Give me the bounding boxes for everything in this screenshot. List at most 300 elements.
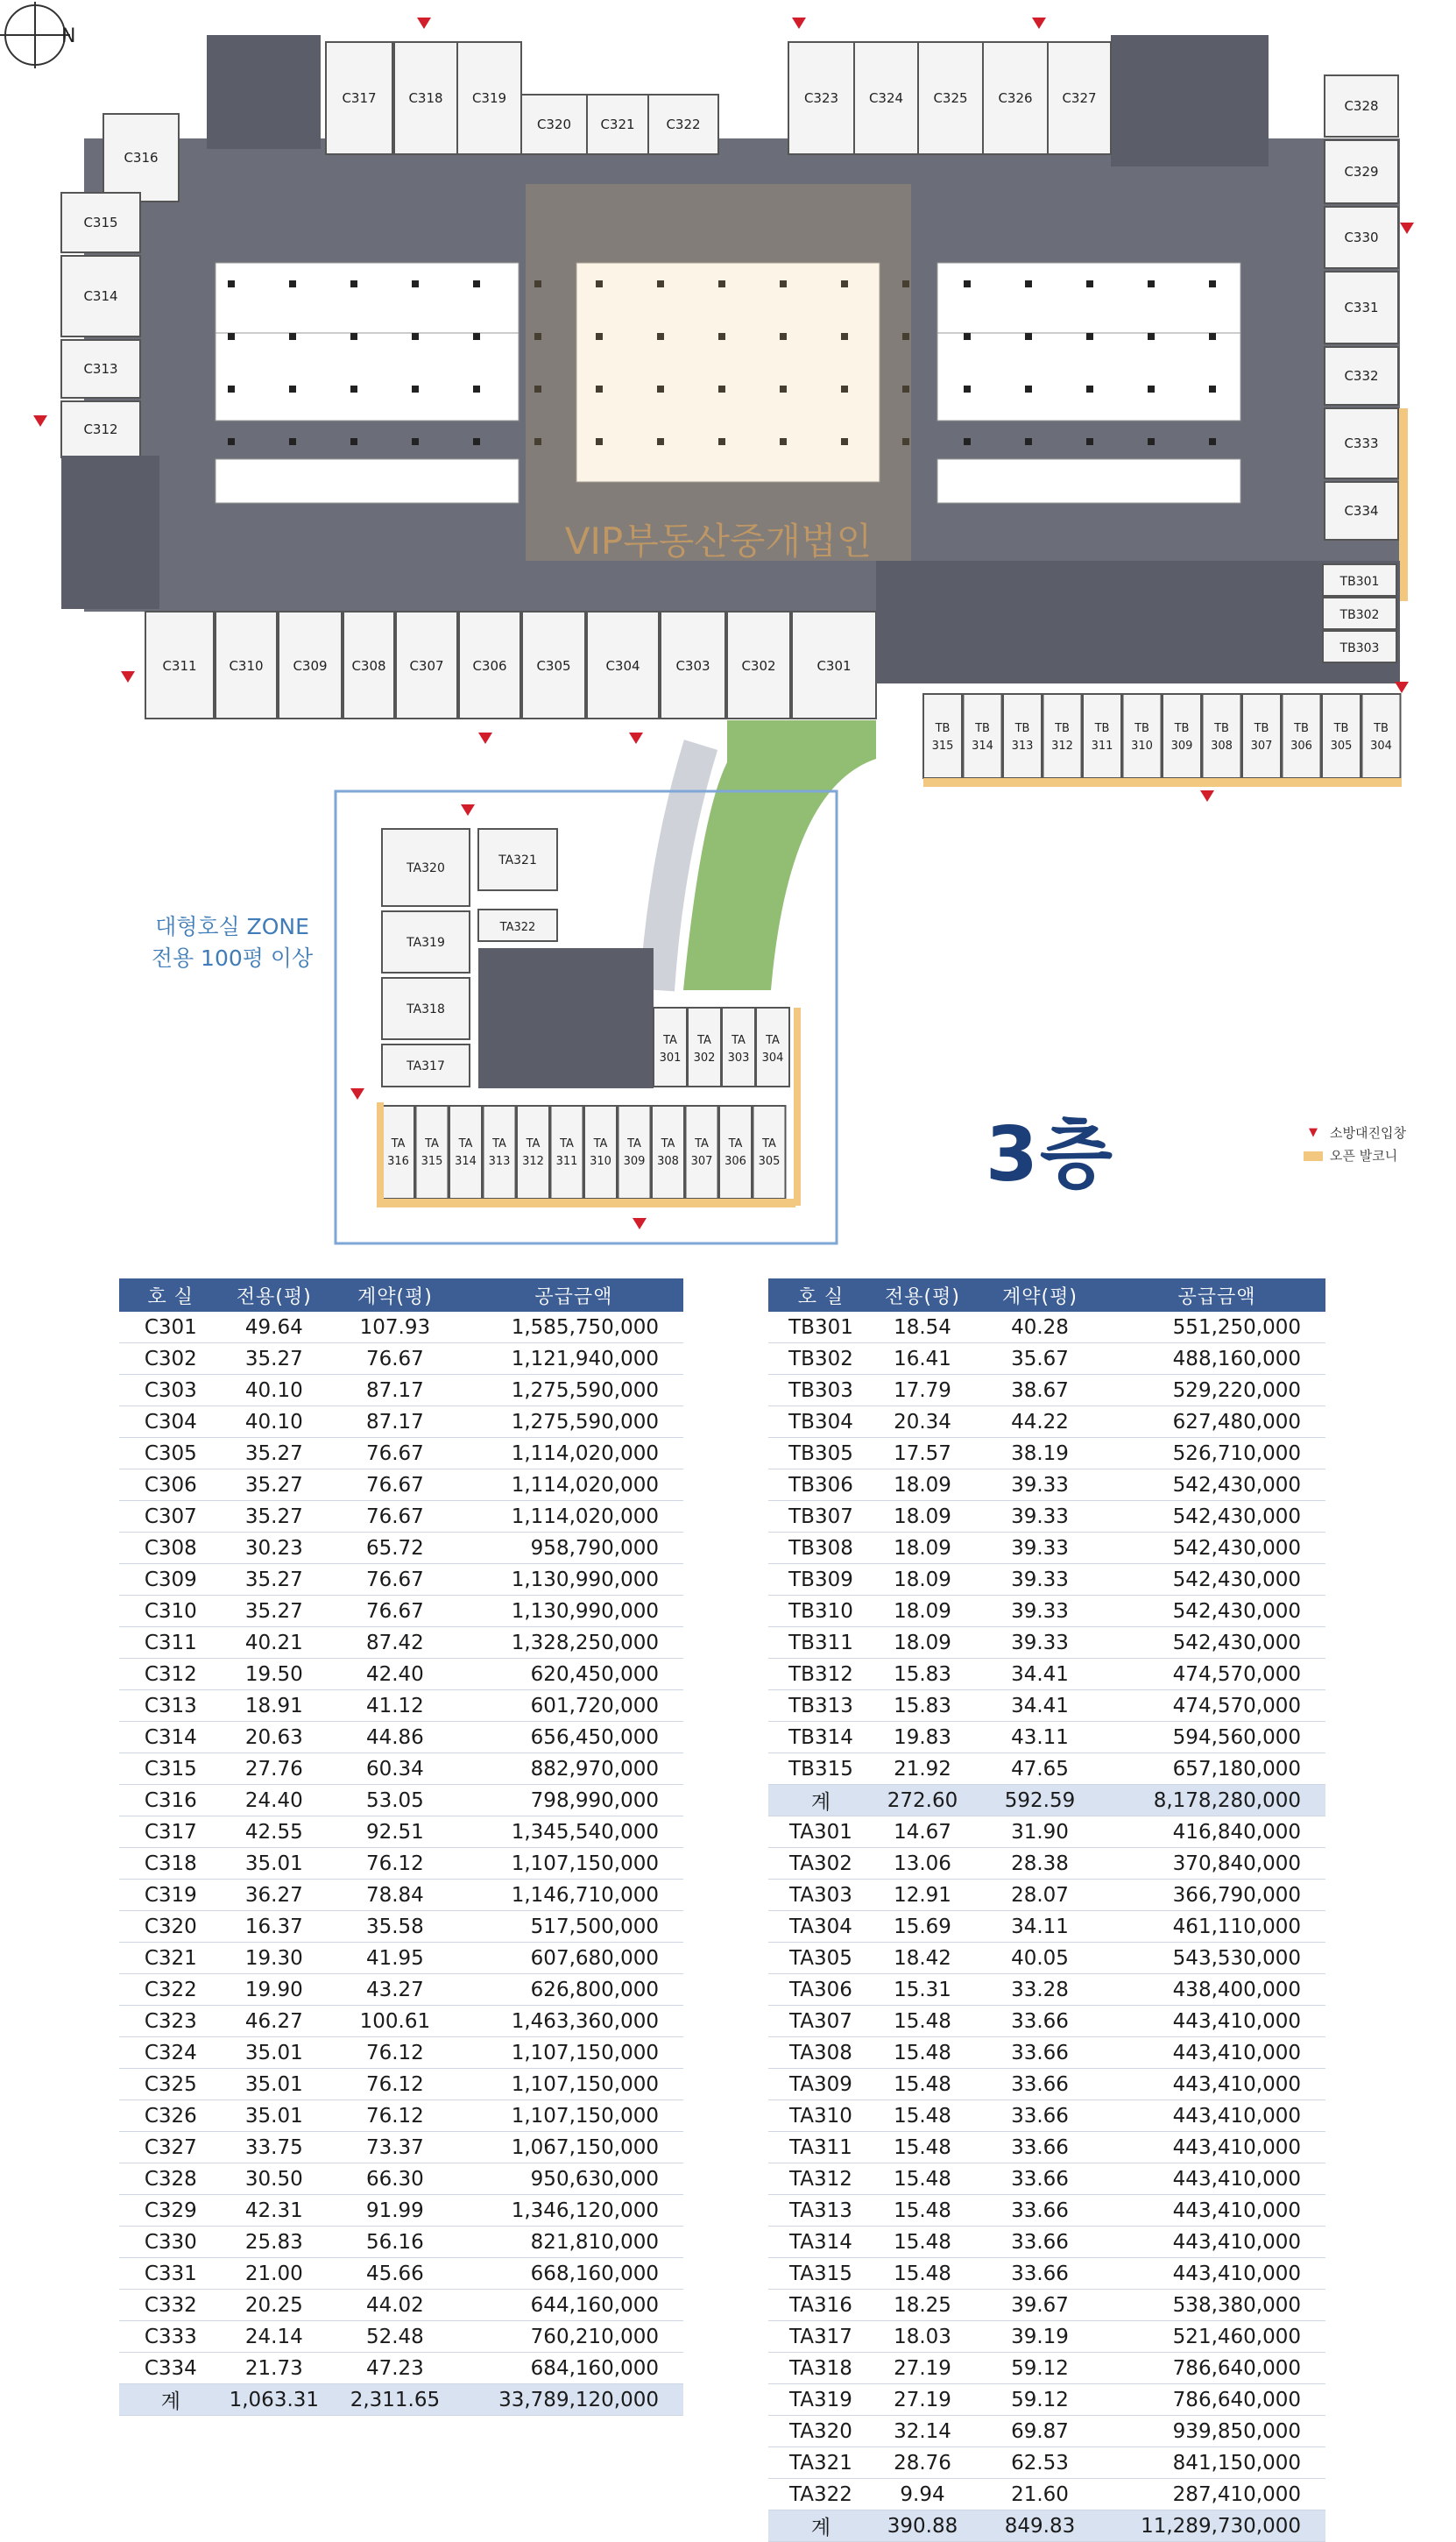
contract-area-cell: 107.93	[326, 1312, 464, 1343]
exclusive-area-cell: 19.90	[223, 1974, 326, 2006]
exclusive-area-cell: 27.76	[223, 1753, 326, 1785]
column	[1209, 280, 1216, 287]
unit-label: TA319	[406, 936, 445, 950]
room-cell: C305	[119, 1438, 223, 1469]
exclusive-area-cell: 18.09	[873, 1627, 972, 1659]
unit-tb314	[964, 694, 1002, 778]
exclusive-area-cell: 15.48	[873, 2163, 972, 2195]
unit-label: 304	[761, 1051, 784, 1065]
unit-label: 303	[727, 1051, 750, 1065]
table-row	[768, 1753, 1325, 1785]
exclusive-area-cell: 18.09	[873, 1596, 972, 1627]
unit-label: 311	[555, 1155, 578, 1168]
contract-area-cell: 41.12	[326, 1690, 464, 1722]
column	[1209, 438, 1216, 445]
unit-label: C324	[868, 90, 904, 106]
contract-area-cell: 47.65	[972, 1753, 1108, 1785]
column	[964, 280, 971, 287]
exclusive-area-cell: 12.91	[873, 1880, 972, 1911]
legend	[1304, 1122, 1406, 1167]
unit-label: C316	[124, 150, 159, 166]
unit-tb308	[1203, 694, 1241, 778]
room-cell: C312	[119, 1659, 223, 1690]
supply-price-cell: 443,410,000	[1108, 2195, 1325, 2227]
supply-price-cell: 760,210,000	[464, 2321, 683, 2353]
unit-label: C307	[409, 658, 444, 674]
exclusive-area-cell: 16.37	[223, 1911, 326, 1943]
column	[1086, 333, 1093, 340]
room-cell: 계	[768, 2510, 873, 2542]
supply-price-cell: 8,178,280,000	[1108, 1785, 1325, 1816]
room-cell: C322	[119, 1974, 223, 2006]
exclusive-area-cell: 35.27	[223, 1596, 326, 1627]
unit-label: C325	[933, 90, 968, 106]
floor-plan	[0, 0, 1456, 1262]
table-row	[768, 1816, 1325, 1848]
supply-price-cell: 1,114,020,000	[464, 1438, 683, 1469]
exclusive-area-cell: 25.83	[223, 2227, 326, 2258]
exclusive-area-cell: 35.01	[223, 2100, 326, 2132]
table-row	[119, 2290, 683, 2321]
table-row	[768, 1564, 1325, 1596]
unit-label: TB	[1174, 722, 1190, 735]
unit-ta314	[449, 1106, 482, 1199]
unit-label: TB	[1294, 722, 1309, 735]
light-court	[216, 459, 519, 503]
supply-price-cell: 1,114,020,000	[464, 1469, 683, 1501]
room-cell: TB306	[768, 1469, 873, 1501]
contract-area-cell: 34.11	[972, 1911, 1108, 1943]
room-cell: TB305	[768, 1438, 873, 1469]
supply-price-cell: 370,840,000	[1108, 1848, 1325, 1880]
unit-label: 310	[590, 1155, 611, 1168]
room-cell: C317	[119, 1816, 223, 1848]
contract-area-cell: 87.17	[326, 1406, 464, 1438]
exclusive-area-cell: 40.10	[223, 1375, 326, 1406]
table-row	[119, 1880, 683, 1911]
room-cell: TA316	[768, 2290, 873, 2321]
contract-area-cell: 2,311.65	[326, 2384, 464, 2416]
supply-price-cell: 627,480,000	[1108, 1406, 1325, 1438]
table-row	[119, 1564, 683, 1596]
room-cell: TA314	[768, 2227, 873, 2258]
supply-price-cell: 438,400,000	[1108, 1974, 1325, 2006]
unit-label: 306	[1290, 740, 1312, 753]
unit-label: TA	[593, 1137, 608, 1151]
exclusive-area-cell: 18.25	[873, 2290, 972, 2321]
legend-fire-entrance	[1304, 1122, 1406, 1144]
room-cell: C314	[119, 1722, 223, 1753]
exclusive-area-cell: 19.30	[223, 1943, 326, 1974]
exclusive-area-cell: 27.19	[873, 2353, 972, 2384]
room-cell: TB301	[768, 1312, 873, 1343]
room-cell: C327	[119, 2132, 223, 2163]
supply-price-cell: 474,570,000	[1108, 1690, 1325, 1722]
supply-price-cell: 1,107,150,000	[464, 2069, 683, 2100]
exclusive-area-cell: 20.34	[873, 1406, 972, 1438]
exclusive-area-cell: 18.09	[873, 1564, 972, 1596]
supply-price-cell: 668,160,000	[464, 2258, 683, 2290]
table-row	[768, 1659, 1325, 1690]
exclusive-area-cell: 13.06	[873, 1848, 972, 1880]
table-row	[119, 1438, 683, 1469]
table-row	[768, 2290, 1325, 2321]
contract-area-cell: 39.33	[972, 1501, 1108, 1533]
room-cell: C303	[119, 1375, 223, 1406]
exclusive-area-cell: 35.01	[223, 2037, 326, 2069]
unit-ta303	[722, 1008, 755, 1087]
table-row	[768, 2195, 1325, 2227]
unit-label: C321	[600, 117, 635, 132]
exclusive-area-cell: 17.57	[873, 1438, 972, 1469]
contract-area-cell: 52.48	[326, 2321, 464, 2353]
exclusive-area-cell: 27.19	[873, 2384, 972, 2416]
unit-label: 302	[693, 1051, 716, 1065]
exclusive-area-cell: 18.09	[873, 1501, 972, 1533]
room-cell: TA322	[768, 2479, 873, 2510]
column	[1086, 280, 1093, 287]
unit-label: 313	[1011, 740, 1034, 753]
table-row	[768, 1406, 1325, 1438]
table-row	[768, 1469, 1325, 1501]
contract-area-cell: 69.87	[972, 2416, 1108, 2447]
supply-price-cell: 798,990,000	[464, 1785, 683, 1816]
column	[350, 438, 357, 445]
table-row	[119, 1785, 683, 1816]
column	[1148, 333, 1155, 340]
unit-ta302	[688, 1008, 721, 1087]
table-row	[768, 2163, 1325, 2195]
unit-label: C310	[229, 658, 264, 674]
exclusive-area-cell: 18.03	[873, 2321, 972, 2353]
contract-area-cell: 43.11	[972, 1722, 1108, 1753]
open-balcony	[1399, 408, 1408, 601]
exclusive-area-cell: 15.48	[873, 2227, 972, 2258]
col-header-room: 호 실	[768, 1278, 873, 1312]
col-header-exclusive-area: 전용(평)	[873, 1278, 972, 1312]
unit-ta313	[484, 1106, 516, 1199]
unit-label: TB	[1254, 722, 1269, 735]
table-row	[119, 1753, 683, 1785]
core-sw	[61, 456, 159, 609]
supply-price-cell: 461,110,000	[1108, 1911, 1325, 1943]
room-cell: TA319	[768, 2384, 873, 2416]
table-row	[119, 2100, 683, 2132]
unit-ta309	[618, 1106, 651, 1199]
supply-price-cell: 543,530,000	[1108, 1943, 1325, 1974]
room-cell: C315	[119, 1753, 223, 1785]
supply-price-cell: 443,410,000	[1108, 2227, 1325, 2258]
column	[289, 438, 296, 445]
contract-area-cell: 40.05	[972, 1943, 1108, 1974]
contract-area-cell: 31.90	[972, 1816, 1108, 1848]
column	[473, 333, 480, 340]
exclusive-area-cell: 15.48	[873, 2100, 972, 2132]
unit-label: TA	[391, 1137, 406, 1151]
unit-label: C303	[675, 658, 710, 674]
unit-label: C333	[1344, 435, 1379, 451]
unit-ta306	[719, 1106, 752, 1199]
light-court	[937, 333, 1240, 421]
unit-label: C329	[1344, 164, 1379, 180]
unit-label: 307	[1250, 740, 1273, 753]
supply-price-cell: 542,430,000	[1108, 1627, 1325, 1659]
table-row	[768, 2416, 1325, 2447]
unit-tb312	[1043, 694, 1082, 778]
table-row	[119, 2321, 683, 2353]
exclusive-area-cell: 14.67	[873, 1816, 972, 1848]
supply-price-cell: 1,107,150,000	[464, 1848, 683, 1880]
room-cell: TB303	[768, 1375, 873, 1406]
table-row	[119, 2353, 683, 2384]
table-row	[119, 2195, 683, 2227]
exclusive-area-cell: 32.14	[873, 2416, 972, 2447]
supply-price-cell: 488,160,000	[1108, 1343, 1325, 1375]
supply-price-cell: 882,970,000	[464, 1753, 683, 1785]
unit-label: C327	[1062, 90, 1097, 106]
contract-area-cell: 76.67	[326, 1596, 464, 1627]
contract-area-cell: 34.41	[972, 1690, 1108, 1722]
supply-price-cell: 443,410,000	[1108, 2037, 1325, 2069]
fire-entrance-marker-icon	[33, 415, 47, 427]
supply-price-cell: 657,180,000	[1108, 1753, 1325, 1785]
contract-area-cell: 39.19	[972, 2321, 1108, 2353]
exclusive-area-cell: 30.23	[223, 1533, 326, 1564]
room-cell: TA310	[768, 2100, 873, 2132]
contract-area-cell: 38.19	[972, 1438, 1108, 1469]
table-row	[119, 1911, 683, 1943]
column	[350, 386, 357, 393]
table-row	[768, 2479, 1325, 2510]
light-court	[216, 333, 519, 421]
fire-entrance-marker-icon	[629, 733, 643, 744]
column	[1209, 386, 1216, 393]
unit-label: C330	[1344, 230, 1379, 245]
supply-price-cell: 1,114,020,000	[464, 1501, 683, 1533]
supply-price-cell: 1,107,150,000	[464, 2100, 683, 2132]
contract-area-cell: 33.66	[972, 2006, 1108, 2037]
exclusive-area-cell: 49.64	[223, 1312, 326, 1343]
contract-area-cell: 33.28	[972, 1974, 1108, 2006]
unit-label: TA317	[406, 1059, 445, 1073]
unit-label: 314	[455, 1155, 477, 1168]
unit-label: 316	[387, 1155, 409, 1168]
supply-price-cell: 542,430,000	[1108, 1501, 1325, 1533]
unit-label: 312	[1051, 740, 1073, 753]
unit-label: 310	[1131, 740, 1153, 753]
unit-label: TB	[975, 722, 990, 735]
column	[1025, 280, 1032, 287]
exclusive-area-cell: 18.54	[873, 1312, 972, 1343]
contract-area-cell: 87.17	[326, 1375, 464, 1406]
supply-price-cell: 529,220,000	[1108, 1375, 1325, 1406]
exclusive-area-cell: 19.50	[223, 1659, 326, 1690]
exclusive-area-cell: 42.55	[223, 1816, 326, 1848]
supply-price-cell: 1,130,990,000	[464, 1564, 683, 1596]
unit-label: 301	[659, 1051, 682, 1065]
unit-label: C334	[1344, 503, 1379, 519]
unit-label: 305	[1330, 740, 1353, 753]
unit-tb313	[1003, 694, 1042, 778]
fire-entrance-marker-icon	[350, 1088, 364, 1100]
supply-price-cell: 656,450,000	[464, 1722, 683, 1753]
room-cell: C321	[119, 1943, 223, 1974]
table-row	[119, 1974, 683, 2006]
supply-price-cell: 538,380,000	[1108, 2290, 1325, 2321]
table-row	[119, 1659, 683, 1690]
room-cell: TB302	[768, 1343, 873, 1375]
exclusive-area-cell: 20.63	[223, 1722, 326, 1753]
room-cell: TB309	[768, 1564, 873, 1596]
exclusive-area-cell: 18.09	[873, 1533, 972, 1564]
table-total-row	[119, 2384, 683, 2416]
exclusive-area-cell: 30.50	[223, 2163, 326, 2195]
room-cell: TA301	[768, 1816, 873, 1848]
contract-area-cell: 76.12	[326, 2069, 464, 2100]
supply-price-cell: 526,710,000	[1108, 1438, 1325, 1469]
unit-tb304	[1362, 694, 1401, 778]
table-row	[119, 2006, 683, 2037]
column	[350, 333, 357, 340]
contract-area-cell: 33.66	[972, 2227, 1108, 2258]
exclusive-area-cell: 15.83	[873, 1690, 972, 1722]
table-row	[768, 1722, 1325, 1753]
column	[964, 386, 971, 393]
contract-area-cell: 33.66	[972, 2069, 1108, 2100]
unit-label: TB	[1134, 722, 1149, 735]
room-cell: TA309	[768, 2069, 873, 2100]
room-cell: C323	[119, 2006, 223, 2037]
table-row	[119, 1343, 683, 1375]
column	[473, 280, 480, 287]
contract-area-cell: 849.83	[972, 2510, 1108, 2542]
table-row	[119, 1690, 683, 1722]
open-balcony	[377, 1102, 384, 1206]
table-row	[119, 1469, 683, 1501]
supply-price-cell: 1,146,710,000	[464, 1880, 683, 1911]
exclusive-area-cell: 24.40	[223, 1785, 326, 1816]
ta-core	[478, 948, 654, 1088]
column	[1148, 386, 1155, 393]
exclusive-area-cell: 42.31	[223, 2195, 326, 2227]
table-row	[119, 1816, 683, 1848]
table-row	[768, 1911, 1325, 1943]
unit-label: C312	[83, 421, 118, 437]
contract-area-cell: 56.16	[326, 2227, 464, 2258]
unit-label: C313	[83, 361, 118, 377]
column	[1025, 386, 1032, 393]
room-cell: C330	[119, 2227, 223, 2258]
supply-price-cell: 542,430,000	[1108, 1469, 1325, 1501]
unit-label: C326	[998, 90, 1033, 106]
contract-area-cell: 39.67	[972, 2290, 1108, 2321]
table-row	[119, 1848, 683, 1880]
zone-label-line-1: 대형호실 ZONE	[155, 914, 309, 939]
table-row	[768, 1690, 1325, 1722]
room-cell: C334	[119, 2353, 223, 2384]
room-cell: TA308	[768, 2037, 873, 2069]
unit-tb311	[1083, 694, 1121, 778]
room-cell: TA304	[768, 1911, 873, 1943]
supply-price-cell: 620,450,000	[464, 1659, 683, 1690]
unit-label: 314	[972, 740, 993, 753]
unit-label: 315	[931, 740, 954, 753]
fire-entrance-marker-icon	[417, 18, 431, 29]
column	[1086, 386, 1093, 393]
column	[412, 280, 419, 287]
table-header-row	[768, 1278, 1325, 1312]
legend-open-balcony-label: 오픈 발코니	[1330, 1148, 1398, 1164]
exclusive-area-cell: 15.83	[873, 1659, 972, 1690]
column	[289, 333, 296, 340]
column	[412, 438, 419, 445]
room-cell: TA307	[768, 2006, 873, 2037]
unit-ta316	[382, 1106, 414, 1199]
supply-price-cell: 1,130,990,000	[464, 1596, 683, 1627]
table-row	[768, 2258, 1325, 2290]
supply-price-cell: 443,410,000	[1108, 2069, 1325, 2100]
supply-price-cell: 1,585,750,000	[464, 1312, 683, 1343]
column	[1086, 438, 1093, 445]
column	[1148, 438, 1155, 445]
supply-price-cell: 542,430,000	[1108, 1533, 1325, 1564]
room-cell: C332	[119, 2290, 223, 2321]
unit-label: TA318	[406, 1002, 445, 1016]
room-cell: TA315	[768, 2258, 873, 2290]
fire-entrance-marker-icon	[1395, 682, 1409, 693]
contract-area-cell: 39.33	[972, 1533, 1108, 1564]
core-ne	[1111, 35, 1269, 166]
tb-core	[876, 561, 1400, 683]
fire-entrance-marker-icon	[121, 671, 135, 683]
fire-entrance-marker-icon	[461, 804, 475, 816]
col-header-supply-price: 공급금액	[464, 1278, 683, 1312]
unit-label: TA	[762, 1137, 776, 1151]
room-cell: TA306	[768, 1974, 873, 2006]
legend-open-balcony	[1304, 1144, 1406, 1167]
unit-label: C309	[293, 658, 328, 674]
column	[473, 386, 480, 393]
unit-label: TA	[766, 1034, 780, 1047]
room-cell: C318	[119, 1848, 223, 1880]
supply-price-cell: 594,560,000	[1108, 1722, 1325, 1753]
room-cell: 계	[119, 2384, 223, 2416]
col-header-supply-price: 공급금액	[1108, 1278, 1325, 1312]
table-row	[119, 2227, 683, 2258]
unit-ta301	[654, 1008, 687, 1087]
supply-price-cell: 841,150,000	[1108, 2447, 1325, 2479]
col-header-contract-area: 계약(평)	[326, 1278, 464, 1312]
exclusive-area-cell: 272.60	[873, 1785, 972, 1816]
table-row	[119, 1943, 683, 1974]
table-row	[119, 1722, 683, 1753]
table-row	[768, 1312, 1325, 1343]
supply-price-cell: 644,160,000	[464, 2290, 683, 2321]
open-balcony	[377, 1199, 795, 1207]
supply-price-cell: 1,463,360,000	[464, 2006, 683, 2037]
unit-label: TA	[732, 1034, 746, 1047]
room-cell: C325	[119, 2069, 223, 2100]
table-row	[768, 1627, 1325, 1659]
exclusive-area-cell: 15.48	[873, 2037, 972, 2069]
fire-entrance-marker-icon: ▼	[1309, 1126, 1318, 1139]
table-row	[768, 1375, 1325, 1406]
room-cell: TA318	[768, 2353, 873, 2384]
contract-area-cell: 33.66	[972, 2132, 1108, 2163]
contract-area-cell: 33.66	[972, 2100, 1108, 2132]
unit-label: TA	[697, 1034, 711, 1047]
contract-area-cell: 39.33	[972, 1469, 1108, 1501]
